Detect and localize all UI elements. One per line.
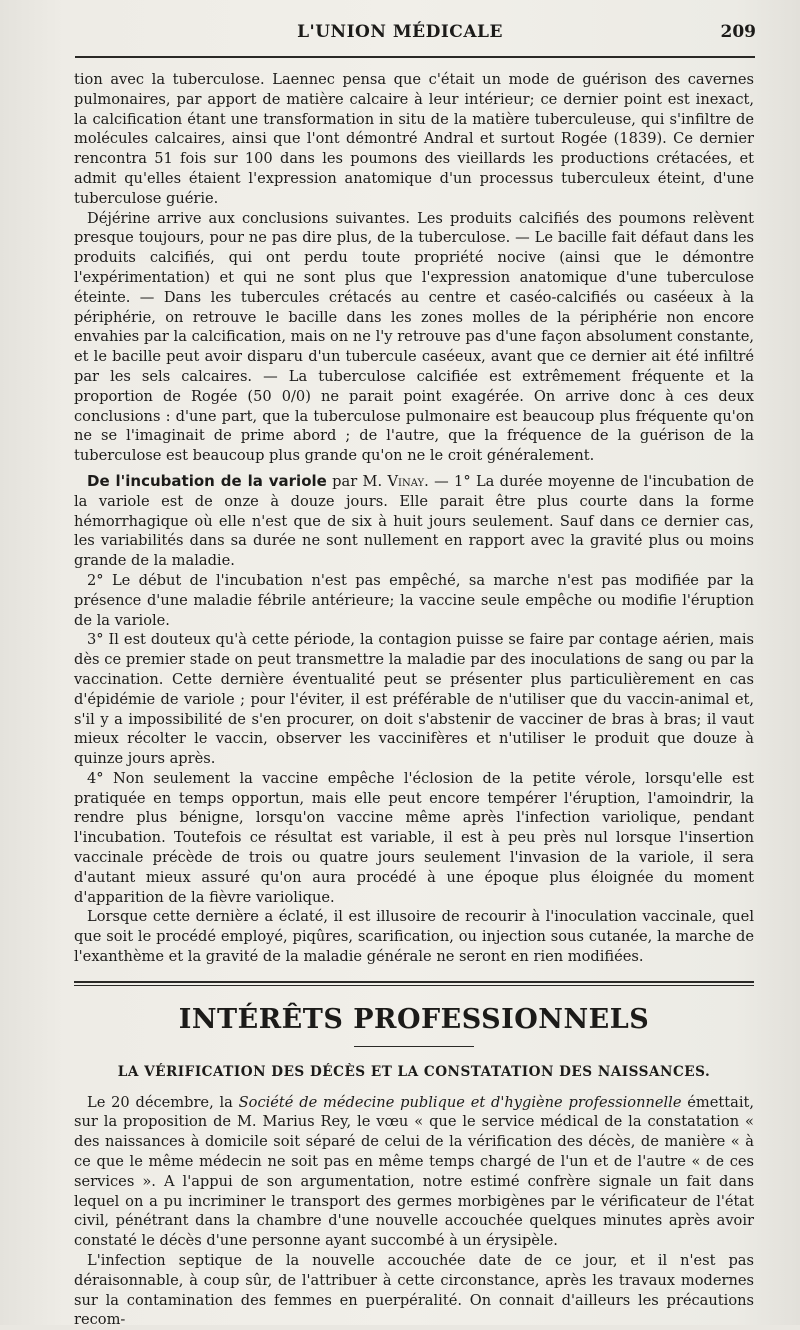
paragraph-infection-septique: L'infection septique de la nouvelle accouchée date de ce jour, et il n'est pas déraisonnable, à coup sûr, de l'attribuer à cette circonstance, après les travaux modernes sur la contamination des femmes en puerpéralité. On connait d'ailleurs les précautions recom-	[74, 1252, 754, 1329]
paragraph-eruption-note: Lorsque cette dernière a éclaté, il est illusoire de recourir à l'inoculation vaccinale, quel que soit le procédé employé, piqûres, scarification, ou injection sous cutanée, la marche de l'exanthème et la gravité de la maladie générale ne seront en rien modifiées.	[74, 908, 754, 966]
paragraph-text-start: Le 20 décembre, la	[87, 1093, 239, 1111]
author-name: Vinay	[387, 472, 425, 490]
section-title: INTÉRÊTS PROFESSIONNELS	[178, 1003, 650, 1035]
paragraph-lead-title: De l'incubation de la variole	[87, 471, 327, 490]
paragraph-variole-incubation	[74, 472, 754, 571]
paragraph-tuberculosis-history: tion avec la tuberculose. Laennec pensa que c'était un mode de guérison des cavernes pulmonaires, par apport de matière calcaire à leur intérieur; ce dernier point est inexact, la calcification étant une transformation in situ de la matière tuberculeuse, qui s'infiltre de molécules calcaires, ainsi que l'ont démontré Andral et surtout Rogée (1839). Ce dernier rencontra 51 fois sur 100 dans les poumons des vieillards les productions crétacées, et admit qu'elles étaient l'expression anatomique d'un processus tuberculeux éteint, d'une tuberculose guérie.	[74, 71, 754, 207]
paragraph-text-rest: émettait, sur la proposition de M. Marius Rey, le vœu « que le service médical de la constatation « des naissances à domicile soit séparé de celui de la vérification des décès, de manière « à ce que le même médecin ne soit pas en même temps chargé de l'un et de l'autre « de ces services ». A l'appui de son argumentation, notre estimé confrère signale un fait dans lequel on a pu incriminer le transport des germes morbigènes par le vérificateur de l'état civil, pénétrant dans la chambre d'une nouvelle accouchée quelques minutes après avoir constaté le décès d'une personne ayant succombé à un érysipèle.	[74, 1093, 754, 1250]
subsection-title: LA VÉRIFICATION DES DÉCÈS ET LA CONSTATATION DES NAISSANCES.	[117, 1063, 711, 1080]
paragraph-societe-voeu	[74, 1093, 754, 1251]
paragraph-point-2: 2° Le début de l'incubation n'est pas empêché, sa marche n'est pas modifiée par la présence d'une maladie fébrile antérieure; la vaccine seule empêche ou modifie l'éruption de la variole.	[74, 571, 754, 629]
society-name: Société de médecine publique et d'hygiène professionnelle	[238, 1093, 682, 1111]
section-divider	[74, 981, 754, 986]
paragraph-point-4: 4° Non seulement la vaccine empêche l'éclosion de la petite vérole, lorsqu'elle est pratiquée en temps opportun, mais elle peut encore tempérer l'éruption, l'amoindrir, la rendre plus bénigne, lorsqu'on vaccine même après l'infection variolique, pendant l'incubation. Toutefois ce résultat est variable, il est à peu près nul lorsque l'insertion vaccinale précède de trois ou quatre jours seulement l'invasion de la variole, il sera d'autant mieux assuré qu'on aura procédé à une époque plus éloignée du moment d'apparition de la fièvre variolique.	[74, 769, 754, 906]
paragraph-point-3: 3° Il est douteux qu'à cette période, la contagion puisse se faire par contage aérien, mais dès ce premier stade on peut transmettre la maladie par des inoculations de sang ou par la vaccination. Cette dernière éventualité peut se présenter plus particulièrement en cas d'épidémie de variole ; pour l'éviter, il est préférable de n'utiliser que du vaccin-animal et, s'il y a impossibilité de s'en procurer, on doit s'abstenir de vacciner de bras à bras; il vaut mieux récolter le vaccin, observer les vaccinifères et n'utiliser le produit que douze à quinze jours après.	[74, 631, 754, 768]
running-title: L'UNION MÉDICALE	[297, 22, 503, 42]
article-body	[74, 70, 754, 1330]
page-number: 209	[720, 22, 756, 42]
paragraph-dejerine-conclusions: Déjérine arrive aux conclusions suivantes. Les produits calcifiés des poumons relèvent presque toujours, pour ne pas dire plus, de la tuberculose. — Le bacille fait défaut dans les produits calcifiés, qui ont perdu toute propriété nocive (ainsi que le démontre l'expérimentation) et qui ne sont plus que l'expression anatomique d'une tuberculose éteinte. — Dans les tubercules crétacés au centre et caséo-calcifiés ou caséeux à la périphérie, on retrouve le bacille dans les zones molles de la périphérie non encore envahies par la calcification, mais on ne l'y retrouve pas d'une façon absolument constante, et le bacille peut avoir disparu d'un tubercule caséeux, avant que ce dernier ait été infiltré par les sels calcaires. — La tuberculose calcifiée est extrêmement fréquente et la proportion de Rogée (50 0/0) ne parait point exagérée. On arrive donc à ces deux conclusions : d'une part, que la tuberculose pulmonaire est beaucoup plus fréquente qu'on ne se l'imaginait de prime abord ; de l'autre, que la fréquence de la guérison de la tuberculose est beaucoup plus grande qu'on ne le croit généralement.	[74, 209, 754, 465]
paragraph-variole-text: . — 1° La durée moyenne de l'incubation de la variole est de onze à douze jours. Elle parait être plus courte dans la forme hémorrhagique où elle n'est que de six à huit jours seulement. Sauf dans ce dernier cas, les variabilités dans sa durée ne sont nullement en rapport avec la gravité plus ou moins grande de la maladie.	[74, 472, 754, 570]
page-header	[0, 20, 800, 48]
paragraph-lead-by: par M.	[326, 472, 388, 490]
header-rule	[75, 56, 755, 58]
section-title-rule	[354, 1046, 474, 1047]
